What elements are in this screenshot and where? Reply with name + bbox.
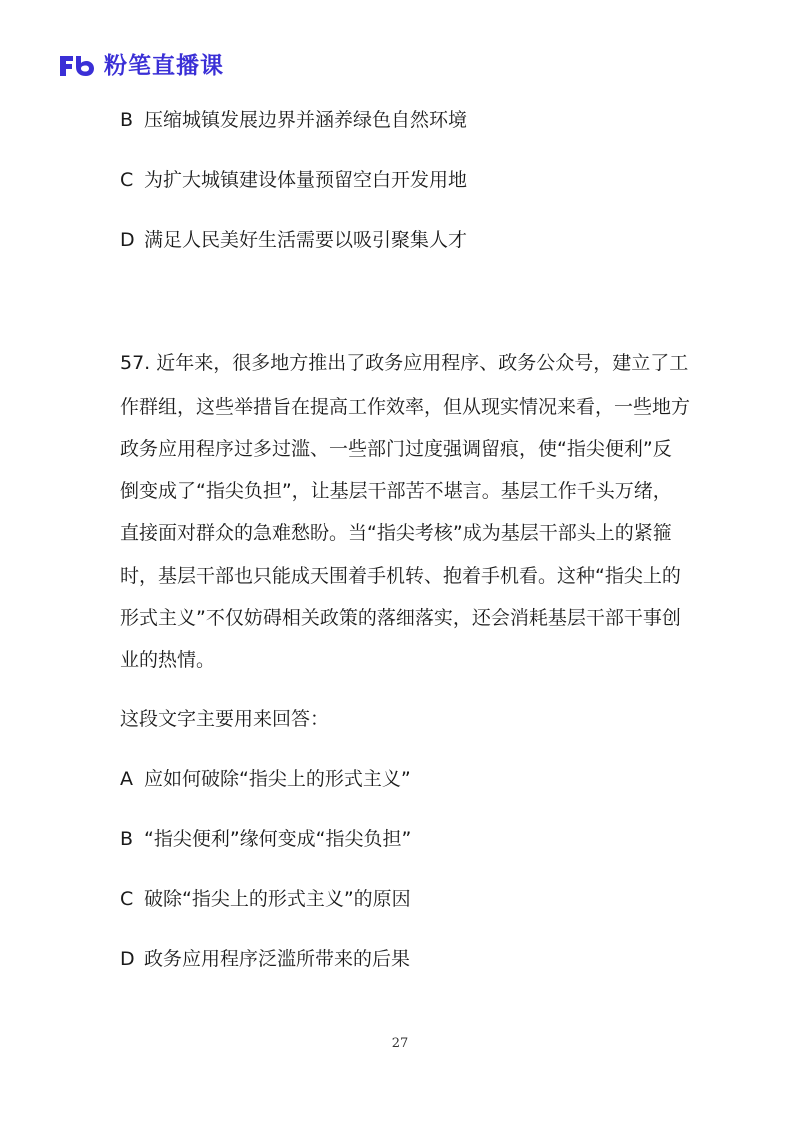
option-letter: C xyxy=(120,169,134,191)
prev-option-d xyxy=(120,228,467,252)
option-text: 破除“指尖上的形式主义”的原因 xyxy=(144,888,411,910)
question-line: 57. 近年来，很多地方推出了政务应用程序、政务公众号，建立了工 xyxy=(120,352,689,374)
answer-option-c xyxy=(120,887,411,911)
answer-option-a xyxy=(120,767,411,791)
question-line: 政务应用程序过多过滥、一些部门过度强调留痕，使“指尖便利”反 xyxy=(120,438,672,460)
option-text: 满足人民美好生活需要以吸引聚集人才 xyxy=(144,229,468,251)
option-text: 政务应用程序泛滥所带来的后果 xyxy=(144,948,411,970)
option-letter: D xyxy=(120,948,135,970)
option-letter: C xyxy=(120,888,134,910)
option-letter: B xyxy=(120,109,134,131)
prev-option-b xyxy=(120,108,467,132)
question-line: 业的热情。 xyxy=(120,649,216,671)
option-text: “指尖便利”缘何变成“指尖负担” xyxy=(144,828,412,850)
answer-option-d xyxy=(120,947,410,971)
prev-option-c xyxy=(120,168,467,192)
brand-name: 粉笔直播课 xyxy=(104,53,224,79)
fenbi-logo-icon xyxy=(58,54,96,78)
option-text: 应如何破除“指尖上的形式主义” xyxy=(144,768,411,790)
answer-option-b xyxy=(120,827,411,851)
page-number: 27 xyxy=(391,1036,409,1051)
question-prompt: 这段文字主要用来回答： xyxy=(120,708,330,730)
option-letter: A xyxy=(120,768,133,790)
option-text: 压缩城镇发展边界并涵养绿色自然环境 xyxy=(144,109,468,131)
option-letter: D xyxy=(120,229,135,251)
option-letter: B xyxy=(120,828,134,850)
brand-logo xyxy=(58,52,224,80)
question-line: 形式主义”不仅妨碍相关政策的落细落实，还会消耗基层干部干事创 xyxy=(120,607,681,629)
question-line: 倒变成了“指尖负担”，让基层干部苦不堪言。基层工作千头万绪， xyxy=(120,480,672,502)
question-line: 作群组，这些举措旨在提高工作效率，但从现实情况来看，一些地方 xyxy=(120,396,691,418)
option-text: 为扩大城镇建设体量预留空白开发用地 xyxy=(144,169,468,191)
question-line: 直接面对群众的急难愁盼。当“指尖考核”成为基层干部头上的紧箍 xyxy=(120,522,672,544)
question-line: 时，基层干部也只能成天围着手机转、抱着手机看。这种“指尖上的 xyxy=(120,565,681,587)
